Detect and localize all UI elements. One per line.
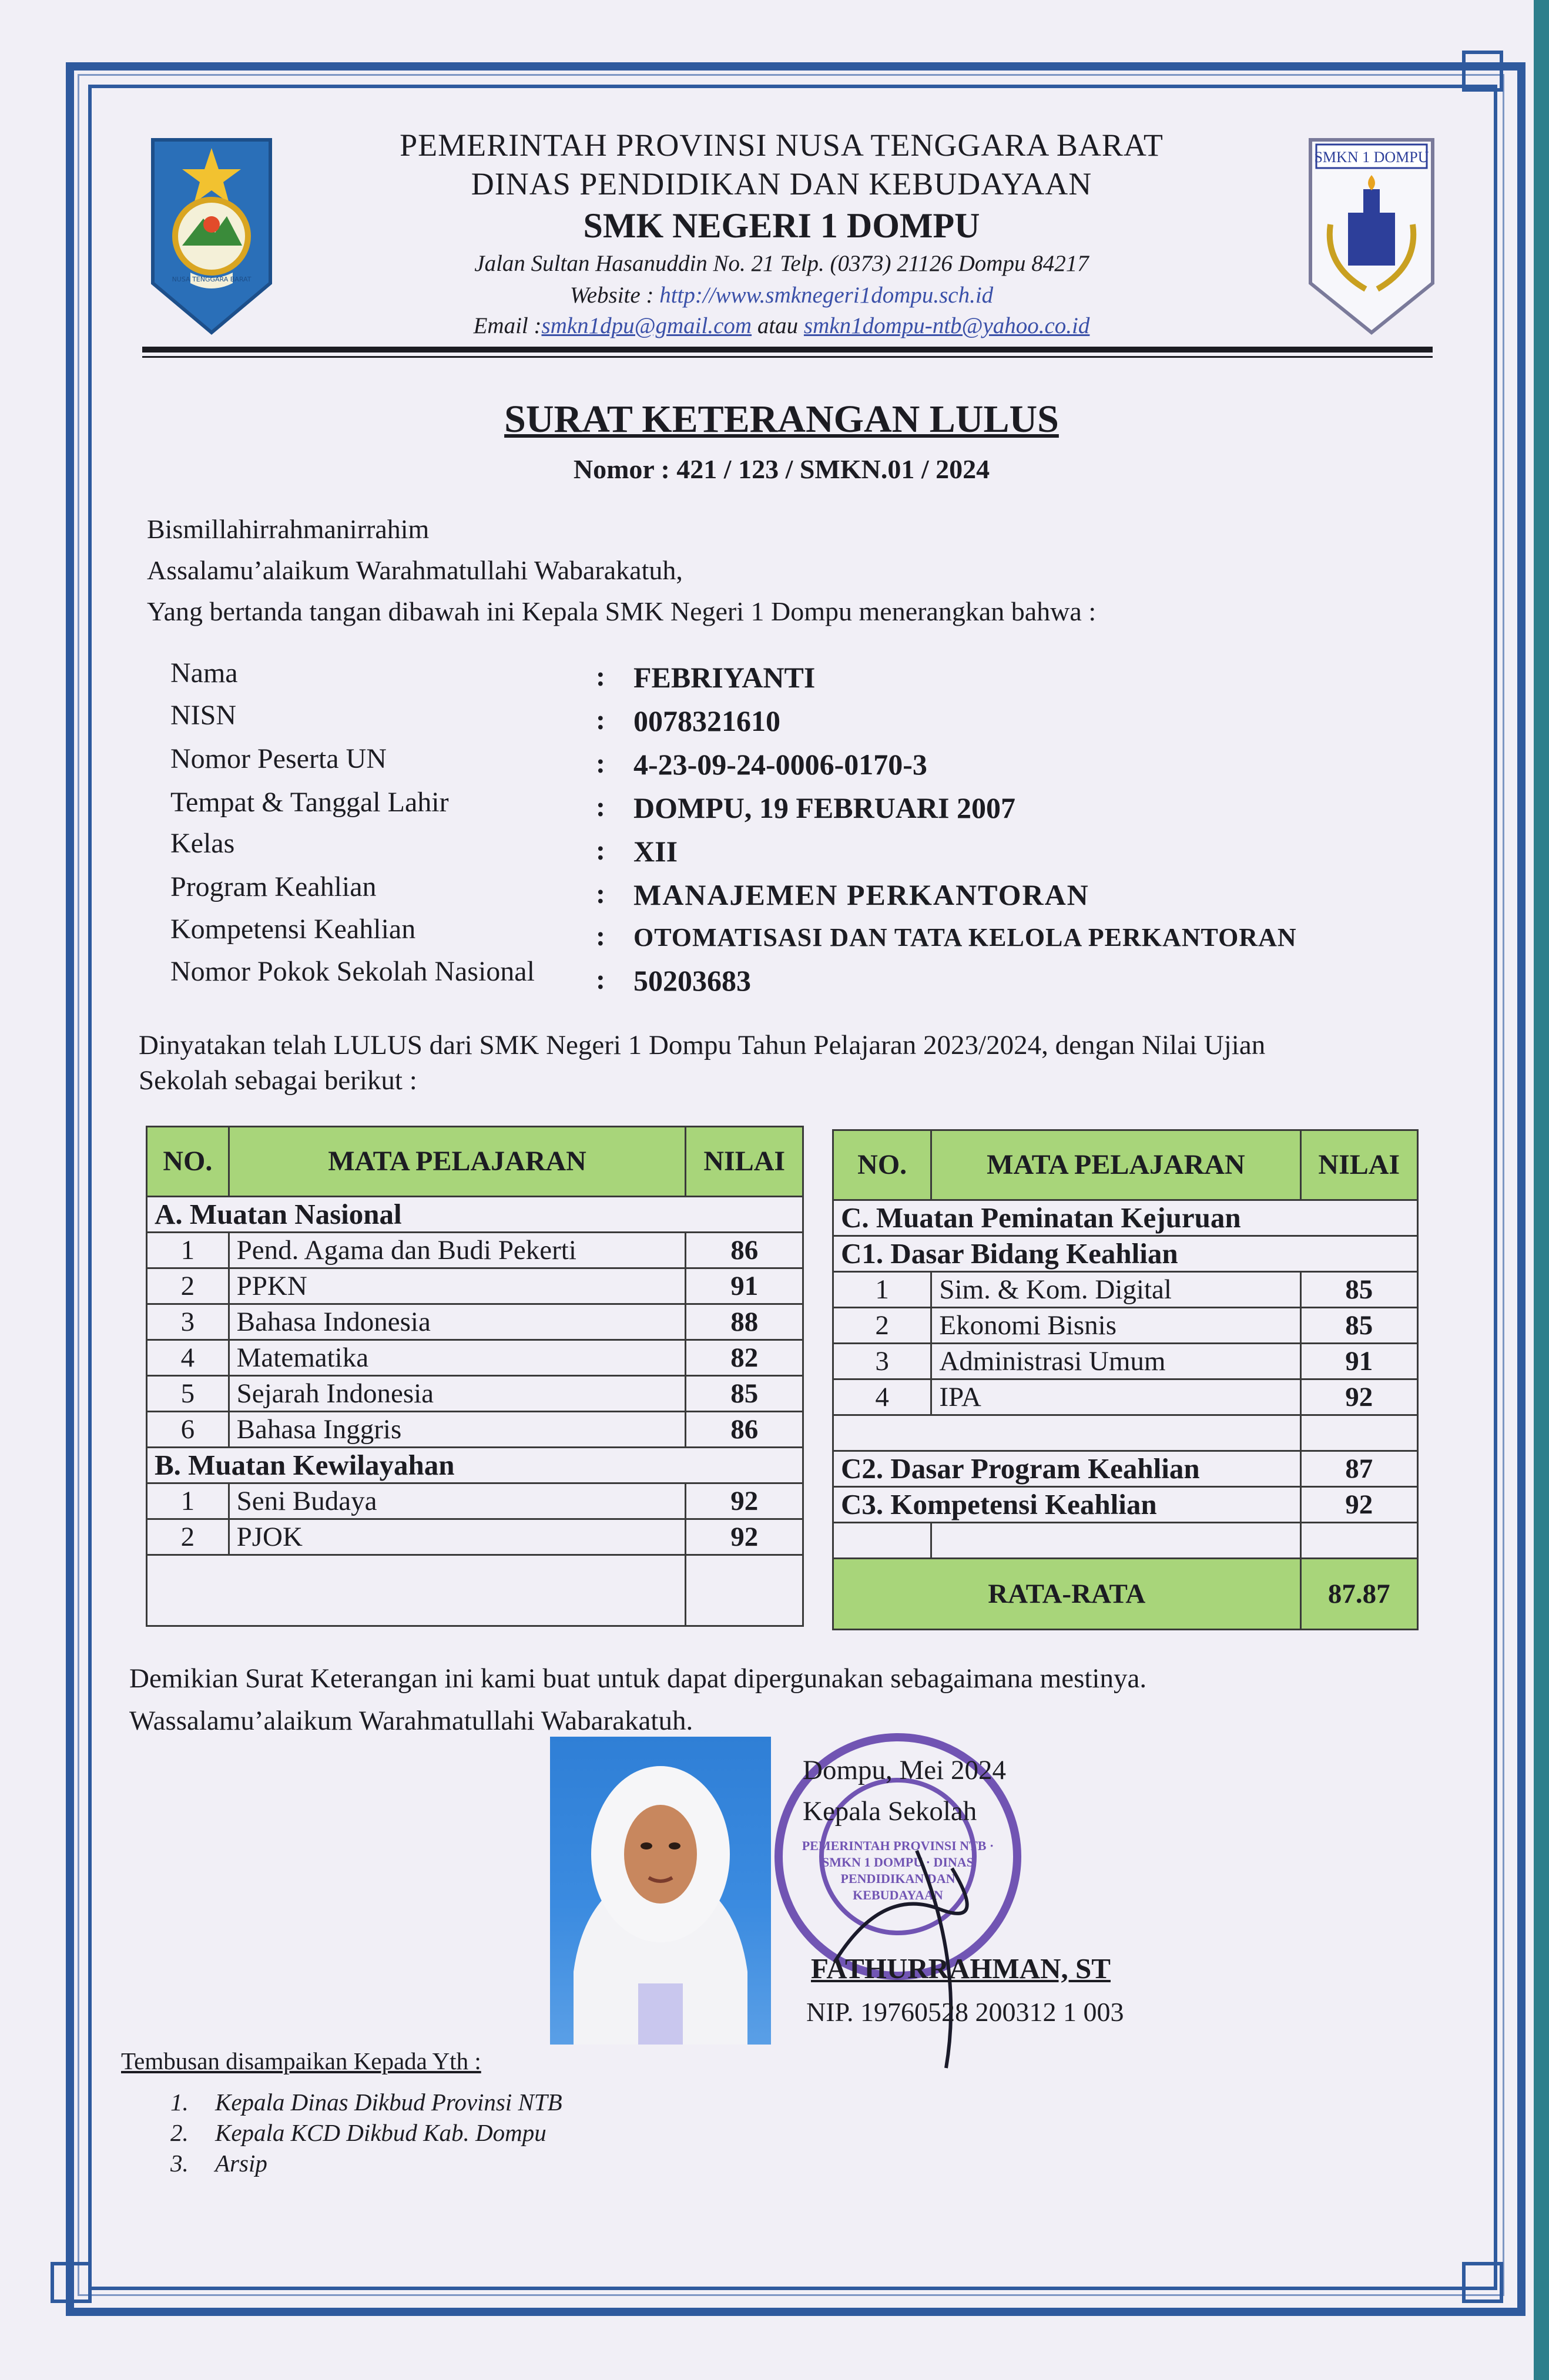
section-dasar-bidang: C1. Dasar Bidang Keahlian: [833, 1236, 1418, 1272]
website-link[interactable]: http://www.smknegeri1dompu.sch.id: [659, 283, 994, 308]
empty-cell: [931, 1523, 1300, 1559]
table-row: [147, 1268, 803, 1304]
section-muatan-peminatan: C. Muatan Peminatan Kejuruan: [833, 1200, 1418, 1236]
row-score: 82: [686, 1340, 803, 1376]
copies-item: Kepala KCD Dikbud Kab. Dompu: [215, 2119, 546, 2146]
identity-colon: :: [596, 964, 605, 995]
table-row: [147, 1304, 803, 1340]
empty-cell: [686, 1555, 803, 1626]
frame-corner-ornament: [1462, 2262, 1503, 2303]
row-no: 2: [147, 1519, 229, 1555]
average-label: RATA-RATA: [833, 1559, 1301, 1630]
row-score: 88: [686, 1304, 803, 1340]
student-photo-figure: [550, 1737, 771, 2045]
email-link-2[interactable]: smkn1dompu-ntb@yahoo.co.id: [803, 313, 1090, 338]
row-no: 4: [147, 1340, 229, 1376]
signature-position: Kepala Sekolah: [803, 1796, 977, 1827]
empty-cell: [833, 1415, 1301, 1451]
identity-value-nama: FEBRIYANTI: [633, 661, 816, 694]
row-no: 5: [147, 1376, 229, 1412]
document-title-wrap: [176, 397, 1387, 442]
table-row: [147, 1519, 803, 1555]
signature-name: FATHURRAHMAN, ST: [811, 1952, 1111, 1985]
table-row: [833, 1451, 1418, 1487]
identity-label-nama: Nama: [170, 657, 238, 689]
website-label: Website :: [569, 283, 654, 308]
table-row: [833, 1344, 1418, 1379]
stamp-text: PEMERINTAH PROVINSI NTB · SMKN 1 DOMPU · DINAS PENDIDIKAN DAN KEBUDAYAAN: [802, 1838, 994, 1902]
empty-cell: [1300, 1523, 1417, 1559]
document-number: Nomor : 421 / 123 / SMKN.01 / 2024: [573, 454, 990, 484]
row-subject: Matematika: [229, 1340, 686, 1376]
closing-line-1: Demikian Surat Keterangan ini kami buat untuk dapat dipergunakan sebagaimana mestinya.: [129, 1663, 1147, 1694]
row-no: 6: [147, 1412, 229, 1448]
col-header-subject: MATA PELAJARAN: [931, 1130, 1300, 1200]
table-row: [833, 1379, 1418, 1415]
identity-label-npsn: Nomor Pokok Sekolah Nasional: [170, 956, 535, 987]
identity-value-npsn: 50203683: [633, 964, 751, 997]
row-no: 3: [833, 1344, 931, 1379]
row-no: 1: [147, 1233, 229, 1268]
row-score: 92: [686, 1483, 803, 1519]
col-header-no: NO.: [147, 1127, 229, 1197]
table-row-empty: [147, 1555, 803, 1626]
col-header-subject: MATA PELAJARAN: [229, 1127, 686, 1197]
student-photo: [550, 1737, 771, 2045]
identity-value-nomor-peserta: 4-23-09-24-0006-0170-3: [633, 748, 927, 781]
email-link-1[interactable]: smkn1dpu@gmail.com: [541, 313, 752, 338]
copies-title: Tembusan disampaikan Kepada Yth :: [121, 2047, 481, 2074]
signature-scribble: [811, 1815, 1058, 2074]
opening-line-2: Assalamu’alaikum Warahmatullahi Wabarakatuh,: [147, 555, 683, 585]
header-government: PEMERINTAH PROVINSI NUSA TENGGARA BARAT: [400, 127, 1164, 163]
grades-table-left: [146, 1126, 804, 1627]
identity-label-kelas: Kelas: [170, 828, 235, 859]
table-row: [833, 1272, 1418, 1308]
section-muatan-kewilayahan: B. Muatan Kewilayahan: [147, 1448, 803, 1483]
row-score: 85: [1300, 1308, 1417, 1344]
row-dasar-program: C2. Dasar Program Keahlian: [833, 1451, 1301, 1487]
row-no: 1: [833, 1272, 931, 1308]
section-muatan-nasional: A. Muatan Nasional: [147, 1197, 803, 1233]
row-subject: PPKN: [229, 1268, 686, 1304]
row-no: 2: [147, 1268, 229, 1304]
table-row: [147, 1483, 803, 1519]
row-score: 92: [686, 1519, 803, 1555]
header-school-name: SMK NEGERI 1 DOMPU: [583, 206, 980, 245]
row-no: 1: [147, 1483, 229, 1519]
row-subject: Administrasi Umum: [931, 1344, 1300, 1379]
col-header-no: NO.: [833, 1130, 931, 1200]
statement-line-1: Dinyatakan telah LULUS dari SMK Negeri 1 Dompu Tahun Pelajaran 2023/2024, dengan Nilai Ujian: [139, 1030, 1266, 1060]
row-subject: Seni Budaya: [229, 1483, 686, 1519]
identity-label-kompetensi: Kompetensi Keahlian: [170, 914, 416, 945]
ntb-province-logo: [149, 136, 274, 336]
row-subject: Sim. & Kom. Digital: [931, 1272, 1300, 1308]
empty-cell: [147, 1555, 686, 1626]
copies-item: Arsip: [215, 2150, 267, 2177]
row-score: 86: [686, 1233, 803, 1268]
row-score: 91: [1300, 1344, 1417, 1379]
identity-colon: :: [596, 704, 605, 736]
document-title: SURAT KETERANGAN LULUS: [504, 398, 1059, 441]
opening-line-3: Yang bertanda tangan dibawah ini Kepala SMK Negeri 1 Dompu menerangkan bahwa :: [147, 596, 1097, 626]
row-score: 85: [686, 1376, 803, 1412]
col-header-score: NILAI: [686, 1127, 803, 1197]
identity-colon: :: [596, 791, 605, 823]
copies-no: 1.: [170, 2089, 189, 2116]
row-subject: Bahasa Indonesia: [229, 1304, 686, 1340]
identity-label-program: Program Keahlian: [170, 871, 377, 902]
header-email-line: [353, 313, 1211, 339]
header-address: Jalan Sultan Hasanuddin No. 21 Telp. (0373) 21126 Dompu 84217: [474, 251, 1089, 276]
col-header-score: NILAI: [1300, 1130, 1417, 1200]
identity-colon: :: [596, 835, 605, 866]
row-no: 4: [833, 1379, 931, 1415]
row-subject: PJOK: [229, 1519, 686, 1555]
table-row: [147, 1376, 803, 1412]
average-row: [833, 1559, 1418, 1630]
email-label: Email :: [473, 313, 542, 338]
ntb-logo-banner-text: NUSA TENGGARA BARAT: [172, 276, 252, 283]
table-row: [833, 1487, 1418, 1523]
table-row: [833, 1308, 1418, 1344]
identity-colon: :: [596, 748, 605, 779]
row-score: 92: [1300, 1487, 1417, 1523]
frame-corner-ornament: [1462, 51, 1503, 92]
row-score: 86: [686, 1412, 803, 1448]
empty-cell: [833, 1523, 931, 1559]
row-subject: IPA: [931, 1379, 1300, 1415]
row-score: 85: [1300, 1272, 1417, 1308]
table-row: [147, 1340, 803, 1376]
identity-value-kelas: XII: [633, 835, 678, 868]
average-score: 87.87: [1300, 1559, 1417, 1630]
school-logo: [1307, 136, 1436, 336]
table-row-empty: [833, 1415, 1418, 1451]
statement-line-2: Sekolah sebagai berikut :: [139, 1065, 417, 1096]
opening-line-1: Bismillahirrahmanirrahim: [147, 514, 430, 544]
identity-label-ttl: Tempat & Tanggal Lahir: [170, 787, 449, 818]
row-subject: Ekonomi Bisnis: [931, 1308, 1300, 1344]
copies-no: 3.: [170, 2150, 189, 2177]
identity-colon: :: [596, 921, 605, 952]
grades-table-right: [832, 1129, 1419, 1630]
identity-value-program: MANAJEMEN PERKANTORAN: [633, 878, 1089, 911]
frame-corner-ornament: [51, 2262, 92, 2303]
row-kompetensi: C3. Kompetensi Keahlian: [833, 1487, 1301, 1523]
header-divider-thin: [142, 356, 1433, 358]
identity-label-nisn: NISN: [170, 700, 237, 731]
row-subject: Pend. Agama dan Budi Pekerti: [229, 1233, 686, 1268]
header-divider-thick: [142, 347, 1433, 353]
closing-line-2: Wassalamu’alaikum Warahmatullahi Wabarakatuh.: [129, 1706, 693, 1736]
identity-value-ttl: DOMPU, 19 FEBRUARI 2007: [633, 791, 1015, 824]
row-score: 92: [1300, 1379, 1417, 1415]
row-score: 87: [1300, 1451, 1417, 1487]
row-no: 3: [147, 1304, 229, 1340]
header-website-line: [353, 282, 1211, 308]
row-no: 2: [833, 1308, 931, 1344]
header-department: DINAS PENDIDIKAN DAN KEBUDAYAAN: [471, 166, 1092, 202]
signature-place-date: Dompu, Mei 2024: [803, 1755, 1006, 1785]
table-row: [147, 1412, 803, 1448]
signature-nip: NIP. 19760528 200312 1 003: [806, 1997, 1124, 2027]
row-subject: Sejarah Indonesia: [229, 1376, 686, 1412]
identity-value-kompetensi: OTOMATISASI DAN TATA KELOLA PERKANTORAN: [633, 923, 1297, 952]
copies-item: Kepala Dinas Dikbud Provinsi NTB: [215, 2089, 562, 2116]
table-row: [147, 1233, 803, 1268]
row-score: 91: [686, 1268, 803, 1304]
table-row-empty: [833, 1523, 1418, 1559]
identity-colon: :: [596, 661, 605, 692]
identity-value-nisn: 0078321610: [633, 704, 780, 737]
empty-cell: [1300, 1415, 1417, 1451]
email-separator: atau: [757, 313, 799, 338]
school-logo-label: SMKN 1 DOMPU: [1314, 149, 1429, 166]
identity-label-nomor-peserta: Nomor Peserta UN: [170, 743, 387, 774]
copies-no: 2.: [170, 2119, 189, 2146]
row-subject: Bahasa Inggris: [229, 1412, 686, 1448]
identity-colon: :: [596, 878, 605, 909]
